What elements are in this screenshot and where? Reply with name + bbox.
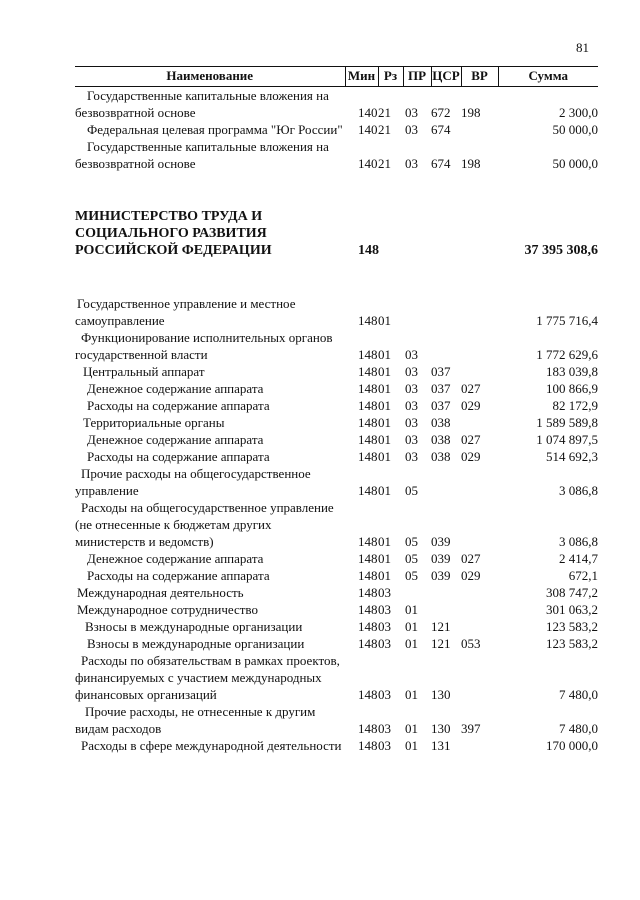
row-sum: 123 583,2 (546, 619, 598, 634)
row-rz: 03 (378, 619, 391, 634)
row-pr: 05 (405, 568, 418, 583)
row-sum: 1 589 589,8 (536, 415, 598, 430)
row-csr: 131 (431, 738, 451, 753)
header-csr: ЦСР (431, 66, 461, 87)
row-csr (431, 465, 461, 499)
row-min: 148 (358, 619, 378, 634)
row-min: 140 (358, 156, 378, 171)
table-row (75, 431, 598, 448)
row-pr: 03 (405, 449, 418, 464)
row-name: Расходы на содержание аппарата (87, 449, 270, 464)
budget-table (75, 66, 598, 754)
row-vr (461, 414, 498, 431)
row-min: 148 (358, 483, 378, 498)
row-name: Государственные капитальные вложения на безвозвратной основе (75, 139, 329, 171)
row-sum: 50 000,0 (552, 156, 598, 171)
row-min: 148 (358, 585, 378, 600)
row-sum: 301 063,2 (546, 602, 598, 617)
row-vr: 027 (461, 551, 481, 566)
row-sum: 1 074 897,5 (536, 432, 598, 447)
row-csr: 039 (431, 534, 451, 549)
row-vr: 053 (461, 636, 481, 651)
row-rz: 03 (378, 636, 391, 651)
row-csr: 130 (431, 721, 451, 736)
row-rz: 01 (378, 398, 391, 413)
row-csr: 038 (431, 432, 451, 447)
row-sum: 100 866,9 (546, 381, 598, 396)
row-csr: 037 (431, 398, 451, 413)
row-vr (461, 363, 498, 380)
row-csr: 121 (431, 636, 451, 651)
table-row (75, 121, 598, 138)
row-vr (461, 329, 498, 363)
row-vr: 029 (461, 449, 481, 464)
row-csr: 038 (431, 449, 451, 464)
row-min: 148 (358, 432, 378, 447)
header-name: Наименование (75, 66, 345, 87)
row-vr (461, 584, 498, 601)
row-min: 148 (358, 551, 378, 566)
row-csr: 037 (431, 381, 451, 396)
row-sum: 3 086,8 (559, 483, 598, 498)
row-name: Расходы на содержание аппарата (87, 568, 270, 583)
row-vr (461, 121, 498, 138)
row-min: 148 (358, 381, 378, 396)
table-row (75, 601, 598, 618)
row-sum: 308 747,2 (546, 585, 598, 600)
row-vr (461, 465, 498, 499)
table-header-row (75, 66, 598, 87)
row-rz: 01 (378, 364, 391, 379)
row-name: Расходы на содержание аппарата (87, 398, 270, 413)
row-vr (461, 499, 498, 550)
ministry-row (75, 208, 598, 259)
table-body (75, 87, 598, 755)
row-vr (461, 618, 498, 635)
row-pr: 05 (405, 551, 418, 566)
row-sum: 1 772 629,6 (536, 347, 598, 362)
row-spacer (75, 259, 598, 295)
table-row (75, 363, 598, 380)
row-csr: 674 (431, 122, 451, 137)
row-pr: 01 (405, 687, 418, 702)
table-row (75, 499, 598, 550)
row-name: Государственное управление и местное самоуправление (75, 296, 296, 328)
row-vr: 027 (461, 432, 481, 447)
table-row (75, 703, 598, 737)
row-rz: 03 (378, 585, 391, 600)
row-pr: 03 (405, 156, 418, 171)
row-name: Международная деятельность (77, 585, 244, 600)
row-csr (431, 584, 461, 601)
row-sum: 672,1 (568, 568, 598, 583)
row-rz: 01 (378, 534, 391, 549)
row-rz: 01 (378, 347, 391, 362)
table-row (75, 397, 598, 414)
table-row (75, 414, 598, 431)
row-csr: 037 (431, 364, 451, 379)
table-row (75, 618, 598, 635)
table-row (75, 329, 598, 363)
row-pr (403, 208, 431, 259)
row-sum: 2 414,7 (559, 551, 598, 566)
row-vr: 027 (461, 381, 481, 396)
row-rz: 03 (378, 738, 391, 753)
table-row (75, 567, 598, 584)
row-csr: 130 (431, 687, 451, 702)
row-sum: 183 039,8 (546, 364, 598, 379)
row-min: 148 (358, 602, 378, 617)
row-min: 148 (358, 347, 378, 362)
row-name: Функционирование исполнительных органов государственной власти (75, 330, 333, 362)
row-sum: 50 000,0 (552, 122, 598, 137)
row-min: 148 (358, 398, 378, 413)
row-name: Международное сотрудничество (77, 602, 258, 617)
row-csr: 121 (431, 619, 451, 634)
row-vr (461, 295, 498, 329)
row-pr: 01 (405, 721, 418, 736)
row-name: Центральный аппарат (83, 364, 205, 379)
row-name: МИНИСТЕРСТВО ТРУДА И СОЦИАЛЬНОГО РАЗВИТИЯ РОССИЙСКОЙ ФЕДЕРАЦИИ (75, 209, 272, 258)
row-rz: 01 (378, 432, 391, 447)
row-csr: 038 (431, 415, 451, 430)
row-pr: 03 (405, 398, 418, 413)
row-sum: 514 692,3 (546, 449, 598, 464)
row-min: 148 (358, 364, 378, 379)
row-min: 140 (358, 122, 378, 137)
table-row (75, 380, 598, 397)
row-csr: 039 (431, 568, 451, 583)
row-pr: 01 (405, 636, 418, 651)
row-csr (431, 208, 461, 259)
row-rz: 01 (378, 415, 391, 430)
row-name: Прочие расходы, не отнесенные к другим видам расходов (75, 704, 316, 736)
table-row (75, 652, 598, 703)
table-row (75, 550, 598, 567)
row-min: 148 (358, 243, 379, 258)
row-pr: 03 (405, 122, 418, 137)
row-min: 148 (358, 738, 378, 753)
row-vr (461, 652, 498, 703)
row-rz: 21 (378, 105, 391, 120)
row-name: Расходы по обязательствам в рамках проектов, финансируемых с участием международных финансовых организаций (75, 653, 340, 702)
row-name: Денежное содержание аппарата (87, 432, 264, 447)
row-rz: 21 (378, 156, 391, 171)
header-sum: Сумма (498, 66, 598, 87)
row-vr: 198 (461, 105, 481, 120)
row-rz: 01 (378, 483, 391, 498)
row-pr: 01 (405, 738, 418, 753)
table-row (75, 448, 598, 465)
table-row (75, 465, 598, 499)
row-pr: 03 (405, 105, 418, 120)
row-csr (431, 295, 461, 329)
table-row (75, 295, 598, 329)
row-csr: 674 (431, 156, 451, 171)
row-pr: 03 (405, 364, 418, 379)
table-row (75, 584, 598, 601)
row-pr (403, 295, 431, 329)
row-vr: 397 (461, 721, 481, 736)
row-sum: 37 395 308,6 (524, 243, 598, 258)
row-min: 148 (358, 721, 378, 736)
row-name: Взносы в международные организации (87, 636, 305, 651)
row-rz: 01 (378, 449, 391, 464)
table-row (75, 138, 598, 172)
row-pr: 01 (405, 619, 418, 634)
row-min: 148 (358, 534, 378, 549)
table-row (75, 737, 598, 754)
row-sum: 7 480,0 (559, 721, 598, 736)
row-sum: 2 300,0 (559, 105, 598, 120)
row-min: 148 (358, 449, 378, 464)
row-name: Взносы в международные организации (85, 619, 303, 634)
row-csr (431, 601, 461, 618)
row-pr: 03 (405, 381, 418, 396)
header-rz: Рз (378, 66, 403, 87)
row-spacer (75, 172, 598, 208)
header-min: Мин (345, 66, 378, 87)
row-min: 148 (358, 687, 378, 702)
row-sum: 170 000,0 (546, 738, 598, 753)
row-csr: 672 (431, 105, 451, 120)
row-pr: 05 (405, 483, 418, 498)
row-rz: 03 (378, 721, 391, 736)
row-pr (403, 584, 431, 601)
row-rz: 01 (378, 381, 391, 396)
row-name: Расходы в сфере международной деятельности (81, 738, 342, 753)
row-rz: 03 (378, 687, 391, 702)
row-rz (378, 208, 403, 259)
row-sum: 1 775 716,4 (536, 313, 598, 328)
row-sum: 82 172,9 (552, 398, 598, 413)
row-min: 148 (358, 568, 378, 583)
row-pr: 01 (405, 602, 418, 617)
row-pr: 03 (405, 415, 418, 430)
row-sum: 123 583,2 (546, 636, 598, 651)
row-min: 148 (358, 313, 378, 328)
row-min: 148 (358, 415, 378, 430)
row-rz: 01 (378, 313, 391, 328)
row-sum: 7 480,0 (559, 687, 598, 702)
table-row (75, 87, 598, 122)
table-row (75, 635, 598, 652)
row-vr (461, 737, 498, 754)
row-vr (461, 208, 498, 259)
row-vr: 029 (461, 398, 481, 413)
row-vr: 029 (461, 568, 481, 583)
header-pr: ПР (403, 66, 431, 87)
row-vr: 198 (461, 156, 481, 171)
row-rz: 21 (378, 122, 391, 137)
row-name: Прочие расходы на общегосударственное управление (75, 466, 311, 498)
header-vr: ВР (461, 66, 498, 87)
row-pr: 03 (405, 432, 418, 447)
row-pr: 03 (405, 347, 418, 362)
row-csr: 039 (431, 551, 451, 566)
row-rz: 01 (378, 568, 391, 583)
row-name: Государственные капитальные вложения на безвозвратной основе (75, 88, 329, 120)
row-name: Денежное содержание аппарата (87, 381, 264, 396)
row-min: 140 (358, 105, 378, 120)
row-rz: 01 (378, 551, 391, 566)
row-name: Денежное содержание аппарата (87, 551, 264, 566)
row-csr (431, 329, 461, 363)
row-sum: 3 086,8 (559, 534, 598, 549)
row-rz: 03 (378, 602, 391, 617)
row-pr: 05 (405, 534, 418, 549)
row-vr (461, 601, 498, 618)
row-min: 148 (358, 636, 378, 651)
page-number: 81 (576, 40, 589, 55)
row-name: Федеральная целевая программа "Юг России" (87, 122, 343, 137)
row-name: Территориальные органы (83, 415, 225, 430)
row-name: Расходы на общегосударственное управление (не отнесенные к бюджетам других министерств и ведомств) (75, 500, 334, 549)
